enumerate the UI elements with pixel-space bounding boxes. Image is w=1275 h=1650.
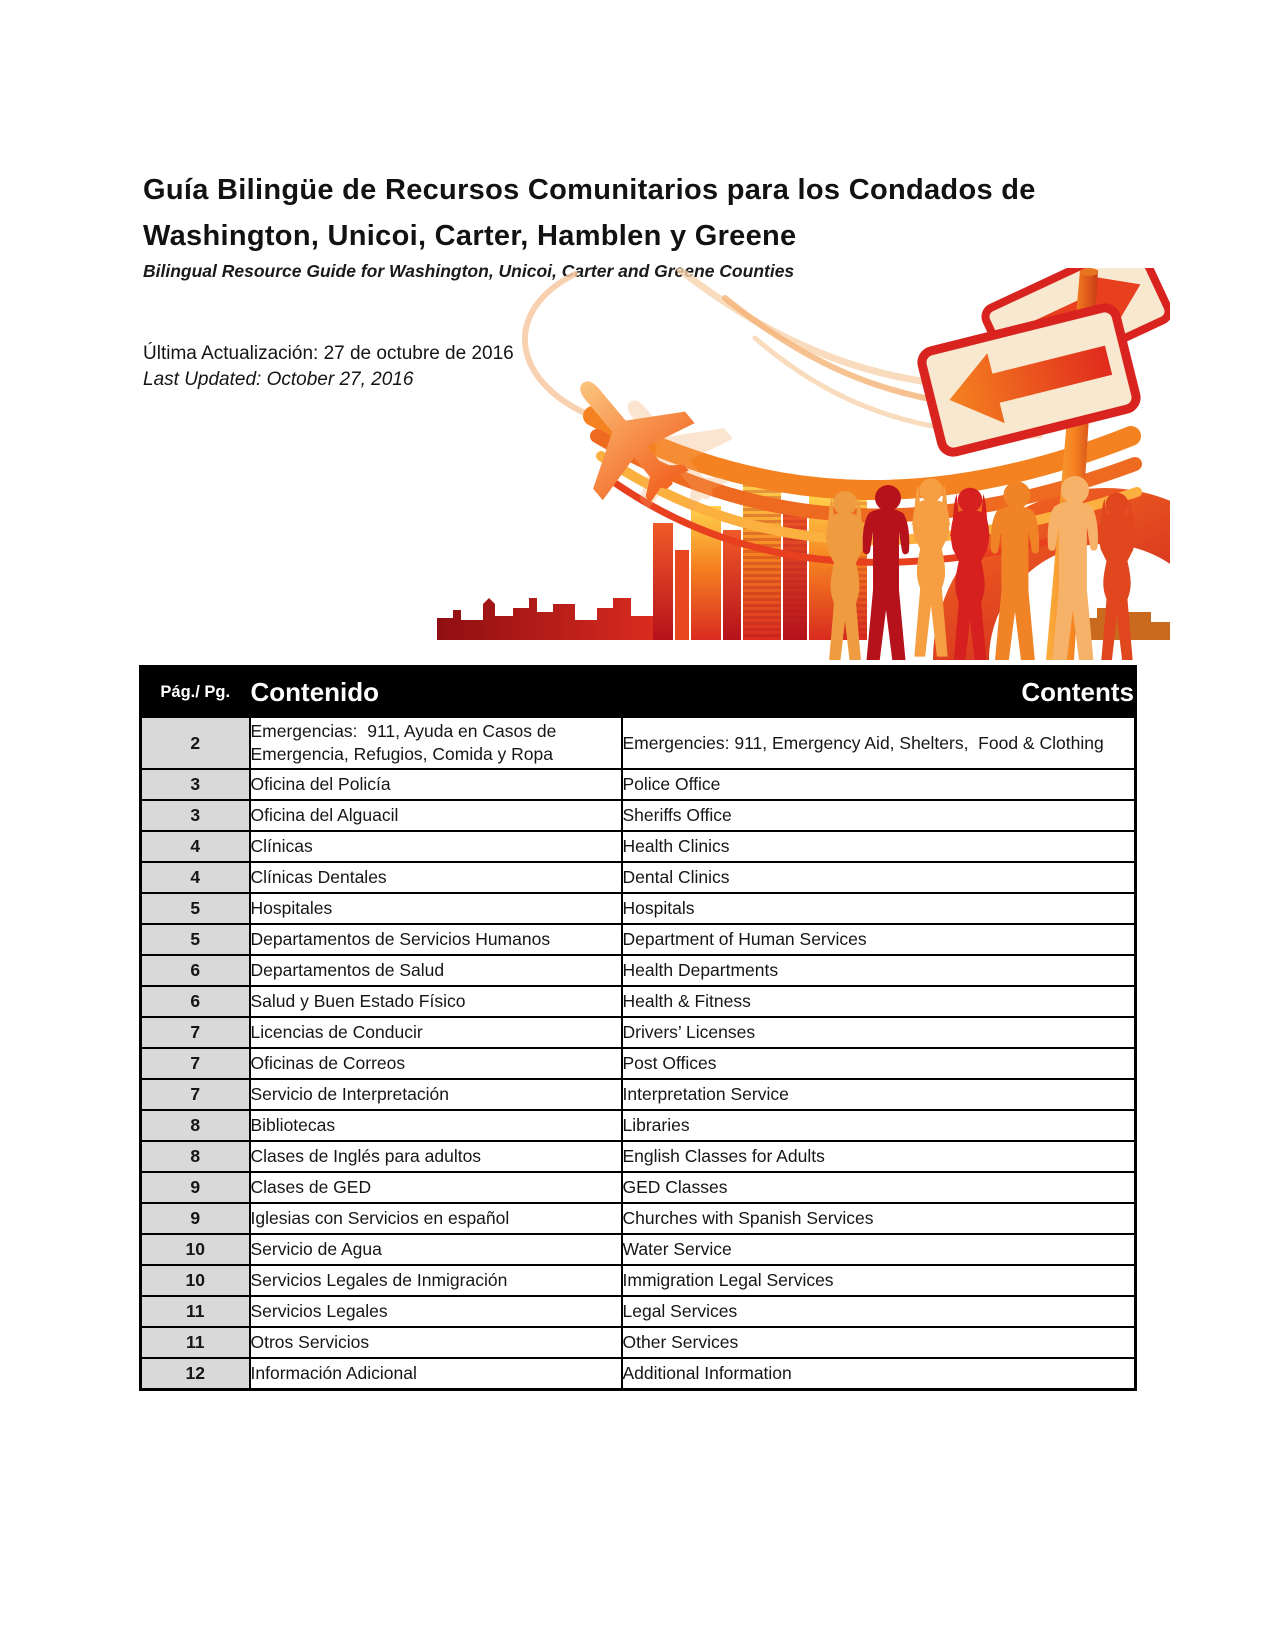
toc-page-number: 11 xyxy=(141,1296,250,1327)
toc-header-page-label: Pág./ Pg. xyxy=(141,667,250,718)
toc-row xyxy=(141,1172,1136,1203)
toc-item-spanish: Servicios Legales de Inmigración xyxy=(250,1265,622,1296)
toc-item-spanish: Emergencias: 911, Ayuda en Casos de Emergencia, Refugios, Comida y Ropa xyxy=(250,717,622,769)
toc-page-number: 9 xyxy=(141,1172,250,1203)
toc-item-spanish: Otros Servicios xyxy=(250,1327,622,1358)
toc-item-english: Emergencies: 911, Emergency Aid, Shelters, Food & Clothing xyxy=(622,717,1136,769)
toc-body xyxy=(141,717,1136,1389)
toc-item-english: English Classes for Adults xyxy=(622,1141,1136,1172)
toc-row xyxy=(141,769,1136,800)
toc-page-number: 6 xyxy=(141,955,250,986)
toc-item-english: Interpretation Service xyxy=(622,1079,1136,1110)
toc-row xyxy=(141,831,1136,862)
toc-header-contenido: Contenido xyxy=(250,667,622,718)
toc-item-english: Police Office xyxy=(622,769,1136,800)
toc-item-spanish: Bibliotecas xyxy=(250,1110,622,1141)
last-updated-spanish: Última Actualización: 27 de octubre de 2016 xyxy=(143,343,514,364)
toc-item-english: Drivers’ Licenses xyxy=(622,1017,1136,1048)
toc-row xyxy=(141,800,1136,831)
toc-page-number: 2 xyxy=(141,717,250,769)
toc-item-spanish: Clínicas Dentales xyxy=(250,862,622,893)
toc-row xyxy=(141,1234,1136,1265)
toc-page-number: 10 xyxy=(141,1234,250,1265)
toc-item-english: Health Departments xyxy=(622,955,1136,986)
toc-row xyxy=(141,1048,1136,1079)
cover-illustration xyxy=(425,268,1170,660)
toc-item-spanish: Hospitales xyxy=(250,893,622,924)
toc-row xyxy=(141,924,1136,955)
toc-item-spanish: Servicio de Interpretación xyxy=(250,1079,622,1110)
toc-item-english: Hospitals xyxy=(622,893,1136,924)
toc-item-english: Post Offices xyxy=(622,1048,1136,1079)
toc-item-english: GED Classes xyxy=(622,1172,1136,1203)
toc-row xyxy=(141,862,1136,893)
table-of-contents xyxy=(139,665,1137,1391)
toc-header xyxy=(141,667,1136,718)
toc-row xyxy=(141,1110,1136,1141)
toc-page-number: 8 xyxy=(141,1141,250,1172)
toc-row xyxy=(141,893,1136,924)
toc-item-english: Health Clinics xyxy=(622,831,1136,862)
toc-row xyxy=(141,1017,1136,1048)
toc-item-spanish: Clases de Inglés para adultos xyxy=(250,1141,622,1172)
toc-item-spanish: Servicio de Agua xyxy=(250,1234,622,1265)
toc-page-number: 10 xyxy=(141,1265,250,1296)
toc-item-spanish: Departamentos de Servicios Humanos xyxy=(250,924,622,955)
toc-page-number: 4 xyxy=(141,831,250,862)
toc-item-spanish: Servicios Legales xyxy=(250,1296,622,1327)
toc-item-english: Sheriffs Office xyxy=(622,800,1136,831)
toc-page-number: 3 xyxy=(141,800,250,831)
toc-page-number: 5 xyxy=(141,924,250,955)
page-title xyxy=(143,167,1133,259)
toc-page-number: 5 xyxy=(141,893,250,924)
toc-row xyxy=(141,1358,1136,1389)
toc-item-english: Legal Services xyxy=(622,1296,1136,1327)
page-title-line2: Washington, Unicoi, Carter, Hamblen y Greene xyxy=(143,220,797,252)
toc-item-spanish: Oficina del Policía xyxy=(250,769,622,800)
toc-page-number: 11 xyxy=(141,1327,250,1358)
toc-row xyxy=(141,1079,1136,1110)
toc-row xyxy=(141,1141,1136,1172)
toc-item-english: Department of Human Services xyxy=(622,924,1136,955)
toc-item-spanish: Clínicas xyxy=(250,831,622,862)
toc-item-english: Other Services xyxy=(622,1327,1136,1358)
toc-item-spanish: Oficinas de Correos xyxy=(250,1048,622,1079)
toc-row xyxy=(141,1296,1136,1327)
toc-item-english: Health & Fitness xyxy=(622,986,1136,1017)
page-subtitle: Bilingual Resource Guide for Washington, Unicoi, Carter and Greene Counties xyxy=(143,261,795,281)
toc-header-contents: Contents xyxy=(622,667,1136,718)
last-updated-english: Last Updated: October 27, 2016 xyxy=(143,369,414,390)
toc-item-english: Water Service xyxy=(622,1234,1136,1265)
toc-page-number: 6 xyxy=(141,986,250,1017)
toc-page-number: 8 xyxy=(141,1110,250,1141)
toc-row xyxy=(141,955,1136,986)
toc-item-english: Churches with Spanish Services xyxy=(622,1203,1136,1234)
toc-item-spanish: Información Adicional xyxy=(250,1358,622,1389)
page-title-line1: Guía Bilingüe de Recursos Comunitarios para los Condados de xyxy=(143,174,1036,206)
toc-page-number: 3 xyxy=(141,769,250,800)
toc-item-english: Immigration Legal Services xyxy=(622,1265,1136,1296)
toc-item-spanish: Iglesias con Servicios en español xyxy=(250,1203,622,1234)
toc-row xyxy=(141,1327,1136,1358)
toc-row xyxy=(141,1265,1136,1296)
toc-row xyxy=(141,986,1136,1017)
toc-page-number: 9 xyxy=(141,1203,250,1234)
toc-item-english: Dental Clinics xyxy=(622,862,1136,893)
toc-page-number: 7 xyxy=(141,1048,250,1079)
toc-page-number: 4 xyxy=(141,862,250,893)
toc-item-spanish: Clases de GED xyxy=(250,1172,622,1203)
toc-row xyxy=(141,717,1136,769)
toc-item-spanish: Salud y Buen Estado Físico xyxy=(250,986,622,1017)
toc-page-number: 7 xyxy=(141,1079,250,1110)
toc-item-spanish: Licencias de Conducir xyxy=(250,1017,622,1048)
toc-item-english: Libraries xyxy=(622,1110,1136,1141)
toc-item-english: Additional Information xyxy=(622,1358,1136,1389)
toc-page-number: 12 xyxy=(141,1358,250,1389)
toc-item-spanish: Departamentos de Salud xyxy=(250,955,622,986)
toc-row xyxy=(141,1203,1136,1234)
toc-item-spanish: Oficina del Alguacil xyxy=(250,800,622,831)
airplane-icon xyxy=(537,345,752,533)
toc-page-number: 7 xyxy=(141,1017,250,1048)
